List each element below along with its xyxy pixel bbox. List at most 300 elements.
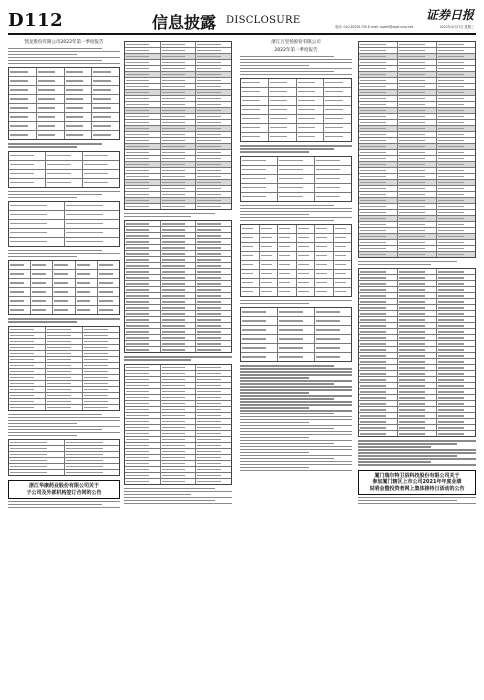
table-row (9, 211, 119, 220)
table-cell (196, 329, 231, 334)
text-line (124, 503, 232, 504)
table-cell (260, 234, 279, 242)
table-cell (125, 180, 161, 185)
table-cell (83, 351, 119, 356)
text-line (8, 60, 102, 61)
text-line (8, 63, 120, 64)
table-cell (125, 437, 161, 442)
table-cell (37, 68, 65, 76)
table-cell (359, 228, 398, 233)
table-row (241, 157, 351, 166)
table-cell (76, 261, 98, 269)
text-line (240, 220, 334, 221)
table-cell (196, 473, 231, 478)
table-cell (46, 381, 83, 386)
table-cell (98, 288, 119, 296)
shareholder-table (240, 307, 352, 362)
table-row (241, 308, 351, 317)
table-cell (9, 68, 37, 76)
table-cell (125, 269, 161, 274)
table-cell (297, 88, 325, 96)
table-cell (31, 279, 53, 287)
table-row (9, 297, 119, 306)
table-cell (92, 131, 119, 139)
table-cell (161, 461, 197, 466)
table-cell (46, 375, 83, 380)
table-cell (437, 401, 475, 406)
table-cell (359, 222, 398, 227)
table-cell (9, 161, 46, 169)
table-cell (398, 371, 437, 376)
table-cell (83, 357, 119, 362)
table-cell (437, 305, 475, 310)
table-cell (437, 150, 475, 155)
table-cell (437, 180, 475, 185)
table-cell (9, 458, 65, 463)
text-line (240, 425, 352, 426)
table-cell (398, 329, 437, 334)
table-cell (161, 126, 197, 131)
table-cell (359, 269, 398, 274)
text-line (8, 432, 120, 433)
table-cell (196, 90, 231, 95)
table-cell (334, 288, 352, 296)
text-line (240, 446, 352, 447)
table-cell (315, 317, 351, 325)
table-cell (260, 279, 279, 287)
table-cell (398, 389, 437, 394)
table-cell (46, 170, 83, 178)
table-cell (241, 115, 269, 123)
table-cell (9, 229, 65, 237)
table-cell (359, 240, 398, 245)
table-cell (65, 104, 93, 112)
table-cell (334, 243, 352, 251)
table-cell (359, 120, 398, 125)
table-cell (359, 299, 398, 304)
table-cell (161, 198, 197, 203)
table-cell (196, 401, 231, 406)
column-2 (124, 38, 232, 693)
table-cell (398, 72, 437, 77)
table-cell (359, 347, 398, 352)
table-cell (437, 228, 475, 233)
table-cell (398, 144, 437, 149)
table-cell (37, 122, 65, 130)
table-cell (278, 344, 315, 352)
table-row (241, 97, 351, 106)
table-cell (269, 79, 297, 87)
table-cell (241, 279, 260, 287)
table-cell (437, 168, 475, 173)
text-line (8, 48, 102, 49)
table-cell (196, 467, 231, 472)
table-row (9, 95, 119, 104)
table-cell (161, 413, 197, 418)
table-cell (297, 79, 325, 87)
text-line (358, 497, 476, 498)
text-line (240, 303, 309, 304)
table-cell (359, 48, 398, 53)
table-cell (241, 175, 278, 183)
table-cell (161, 60, 197, 65)
table-cell (125, 395, 161, 400)
table-cell (196, 413, 231, 418)
table-cell (125, 120, 161, 125)
table-cell (125, 90, 161, 95)
table-cell (269, 106, 297, 114)
table-cell (83, 339, 119, 344)
table-cell (46, 399, 83, 404)
table-cell (65, 464, 120, 469)
announcement-title: 说明会暨投资者网上集体接待日活动的公告 (369, 485, 465, 492)
table-cell (278, 261, 297, 269)
table-cell (83, 369, 119, 374)
table-cell (437, 425, 475, 430)
table-cell (196, 72, 231, 77)
table-cell (398, 186, 437, 191)
table-cell (278, 308, 315, 316)
text-line (240, 389, 352, 390)
table-cell (437, 90, 475, 95)
table-cell (9, 238, 65, 246)
table-row (125, 479, 231, 484)
table-cell (315, 335, 351, 343)
table-cell (161, 174, 197, 179)
table-cell (196, 437, 231, 442)
table-cell (196, 132, 231, 137)
balance-sheet-table (8, 326, 120, 411)
table-cell (269, 124, 297, 132)
table-cell (334, 279, 352, 287)
table-cell (46, 405, 83, 410)
column-4 (358, 38, 476, 693)
table-cell (53, 288, 75, 296)
table-cell (161, 48, 197, 53)
table-cell (398, 311, 437, 316)
table-cell (196, 317, 231, 322)
table-cell (65, 131, 93, 139)
table-row (9, 405, 119, 410)
table-cell (125, 78, 161, 83)
table-cell (398, 210, 437, 215)
table-cell (161, 108, 197, 113)
table-cell (196, 180, 231, 185)
table-cell (315, 326, 351, 334)
financial-table (8, 67, 120, 140)
table-cell (398, 335, 437, 340)
table-cell (161, 311, 197, 316)
text-line (8, 501, 120, 502)
announcement-box (8, 480, 120, 499)
table-cell (398, 341, 437, 346)
text-line (240, 401, 352, 402)
table-row (9, 122, 119, 131)
table-cell (334, 261, 352, 269)
text-line (240, 59, 352, 60)
table-cell (9, 327, 46, 332)
table-cell (315, 225, 334, 233)
table-cell (260, 288, 279, 296)
table-row (241, 225, 351, 234)
table-cell (324, 124, 351, 132)
table-cell (398, 269, 437, 274)
table-cell (37, 113, 65, 121)
table-cell (324, 97, 351, 105)
table-cell (83, 393, 119, 398)
table-cell (9, 405, 46, 410)
table-cell (46, 357, 83, 362)
table-cell (241, 88, 269, 96)
table-cell (196, 407, 231, 412)
table-cell (398, 287, 437, 292)
table-cell (125, 144, 161, 149)
text-line (240, 428, 334, 429)
table-cell (359, 365, 398, 370)
table-cell (398, 425, 437, 430)
table-cell (359, 132, 398, 137)
table-cell (398, 216, 437, 221)
table-cell (297, 261, 316, 269)
table-cell (437, 317, 475, 322)
table-cell (9, 470, 65, 475)
table-cell (398, 228, 437, 233)
table-cell (161, 299, 197, 304)
table-cell (46, 369, 83, 374)
table-cell (9, 369, 46, 374)
table-cell (241, 317, 278, 325)
text-line (240, 205, 334, 206)
table-cell (161, 401, 197, 406)
text-line (124, 359, 191, 360)
table-cell (161, 66, 197, 71)
table-cell (437, 281, 475, 286)
text-line (8, 57, 120, 58)
table-cell (241, 308, 278, 316)
table-cell (125, 221, 161, 226)
table-cell (359, 419, 398, 424)
table-cell (65, 229, 120, 237)
table-cell (9, 220, 65, 228)
table-cell (398, 431, 437, 436)
table-cell (437, 144, 475, 149)
table-cell (161, 269, 197, 274)
table-cell (9, 333, 46, 338)
table-cell (161, 42, 197, 47)
table-cell (9, 381, 46, 386)
table-cell (31, 261, 53, 269)
table-cell (196, 455, 231, 460)
table-cell (161, 275, 197, 280)
table-cell (437, 389, 475, 394)
table-cell (196, 479, 231, 484)
table-cell (398, 407, 437, 412)
table-cell (437, 126, 475, 131)
table-cell (278, 335, 315, 343)
table-cell (398, 138, 437, 143)
table-cell (359, 389, 398, 394)
table-cell (260, 252, 279, 260)
table-cell (398, 84, 437, 89)
table-cell (196, 48, 231, 53)
table-cell (359, 311, 398, 316)
table-cell (359, 90, 398, 95)
table-cell (437, 174, 475, 179)
table-cell (161, 156, 197, 161)
table-cell (398, 395, 437, 400)
table-cell (37, 95, 65, 103)
table-row (241, 326, 351, 335)
table-row (9, 279, 119, 288)
table-cell (9, 345, 46, 350)
table-row (241, 115, 351, 124)
table-cell (161, 162, 197, 167)
table-cell (161, 227, 197, 232)
table-cell (9, 211, 65, 219)
table-cell (31, 288, 53, 296)
table-row (9, 104, 119, 113)
table-cell (9, 95, 37, 103)
table-cell (83, 179, 119, 187)
table-cell (398, 120, 437, 125)
table-cell (278, 353, 315, 361)
table-cell (359, 425, 398, 430)
table-cell (437, 78, 475, 83)
table-cell (196, 431, 231, 436)
table-cell (398, 252, 437, 257)
table-cell (161, 102, 197, 107)
table-cell (398, 60, 437, 65)
table-cell (398, 204, 437, 209)
table-cell (359, 198, 398, 203)
table-cell (46, 179, 83, 187)
table-cell (196, 204, 231, 209)
table-cell (269, 88, 297, 96)
text-line (358, 443, 457, 444)
table-cell (315, 234, 334, 242)
table-cell (196, 84, 231, 89)
table-cell (46, 387, 83, 392)
table-cell (196, 311, 231, 316)
table-cell (437, 341, 475, 346)
table-cell (278, 270, 297, 278)
table-cell (161, 473, 197, 478)
text-line (240, 443, 334, 444)
section-title: 信息披露 (152, 13, 217, 32)
table-cell (278, 252, 297, 260)
text-line (240, 413, 334, 414)
table-cell (359, 383, 398, 388)
table-cell (359, 275, 398, 280)
table-cell (125, 150, 161, 155)
table-row (241, 175, 351, 184)
table-cell (196, 275, 231, 280)
table-cell (65, 68, 93, 76)
table-cell (196, 389, 231, 394)
table-cell (398, 377, 437, 382)
table-cell (359, 407, 398, 412)
text-line (8, 51, 120, 52)
financial-table (240, 156, 352, 202)
announcement-title: 浙江华康药业股份有限公司关于 (28, 483, 99, 490)
table-cell (196, 443, 231, 448)
table-cell (278, 243, 297, 251)
table-cell (161, 192, 197, 197)
table-cell (196, 120, 231, 125)
table-cell (196, 54, 231, 59)
table-cell (161, 84, 197, 89)
table-cell (125, 449, 161, 454)
table-cell (315, 288, 334, 296)
table-cell (65, 440, 120, 445)
text-line (124, 500, 215, 501)
table-cell (83, 333, 119, 338)
table-cell (161, 389, 197, 394)
table-cell (161, 96, 197, 101)
table-cell (161, 204, 197, 209)
table-cell (196, 377, 231, 382)
table-cell (359, 78, 398, 83)
income-statement-table (124, 220, 232, 353)
table-cell (98, 306, 119, 314)
table-cell (334, 252, 352, 260)
table-cell (9, 297, 31, 305)
text-line (240, 365, 334, 366)
table-cell (398, 222, 437, 227)
table-cell (398, 180, 437, 185)
table-cell (359, 186, 398, 191)
table-cell (31, 297, 53, 305)
table-cell (278, 193, 315, 201)
table-cell (398, 132, 437, 137)
table-cell (241, 157, 278, 165)
table-cell (161, 150, 197, 155)
table-cell (315, 344, 351, 352)
table-cell (9, 306, 31, 314)
table-cell (9, 122, 37, 130)
text-line (8, 321, 77, 322)
table-cell (161, 132, 197, 137)
table-cell (241, 184, 278, 192)
table-cell (196, 461, 231, 466)
table-cell (269, 115, 297, 123)
table-cell (196, 114, 231, 119)
table-cell (125, 162, 161, 167)
table-cell (437, 353, 475, 358)
table-cell (398, 96, 437, 101)
table-cell (359, 234, 398, 239)
table-cell (359, 413, 398, 418)
table-cell (125, 156, 161, 161)
table-cell (437, 240, 475, 245)
table-cell (65, 86, 93, 94)
table-cell (315, 193, 351, 201)
table-cell (437, 329, 475, 334)
table-cell (437, 72, 475, 77)
table-cell (161, 377, 197, 382)
table-cell (241, 270, 260, 278)
table-cell (398, 126, 437, 131)
table-cell (437, 359, 475, 364)
table-row (9, 77, 119, 86)
table-cell (398, 108, 437, 113)
table-row (9, 86, 119, 95)
table-cell (398, 48, 437, 53)
table-cell (359, 305, 398, 310)
table-row (241, 279, 351, 288)
table-cell (83, 381, 119, 386)
header-meta: 2022年4月27日 星期三 (439, 25, 474, 29)
